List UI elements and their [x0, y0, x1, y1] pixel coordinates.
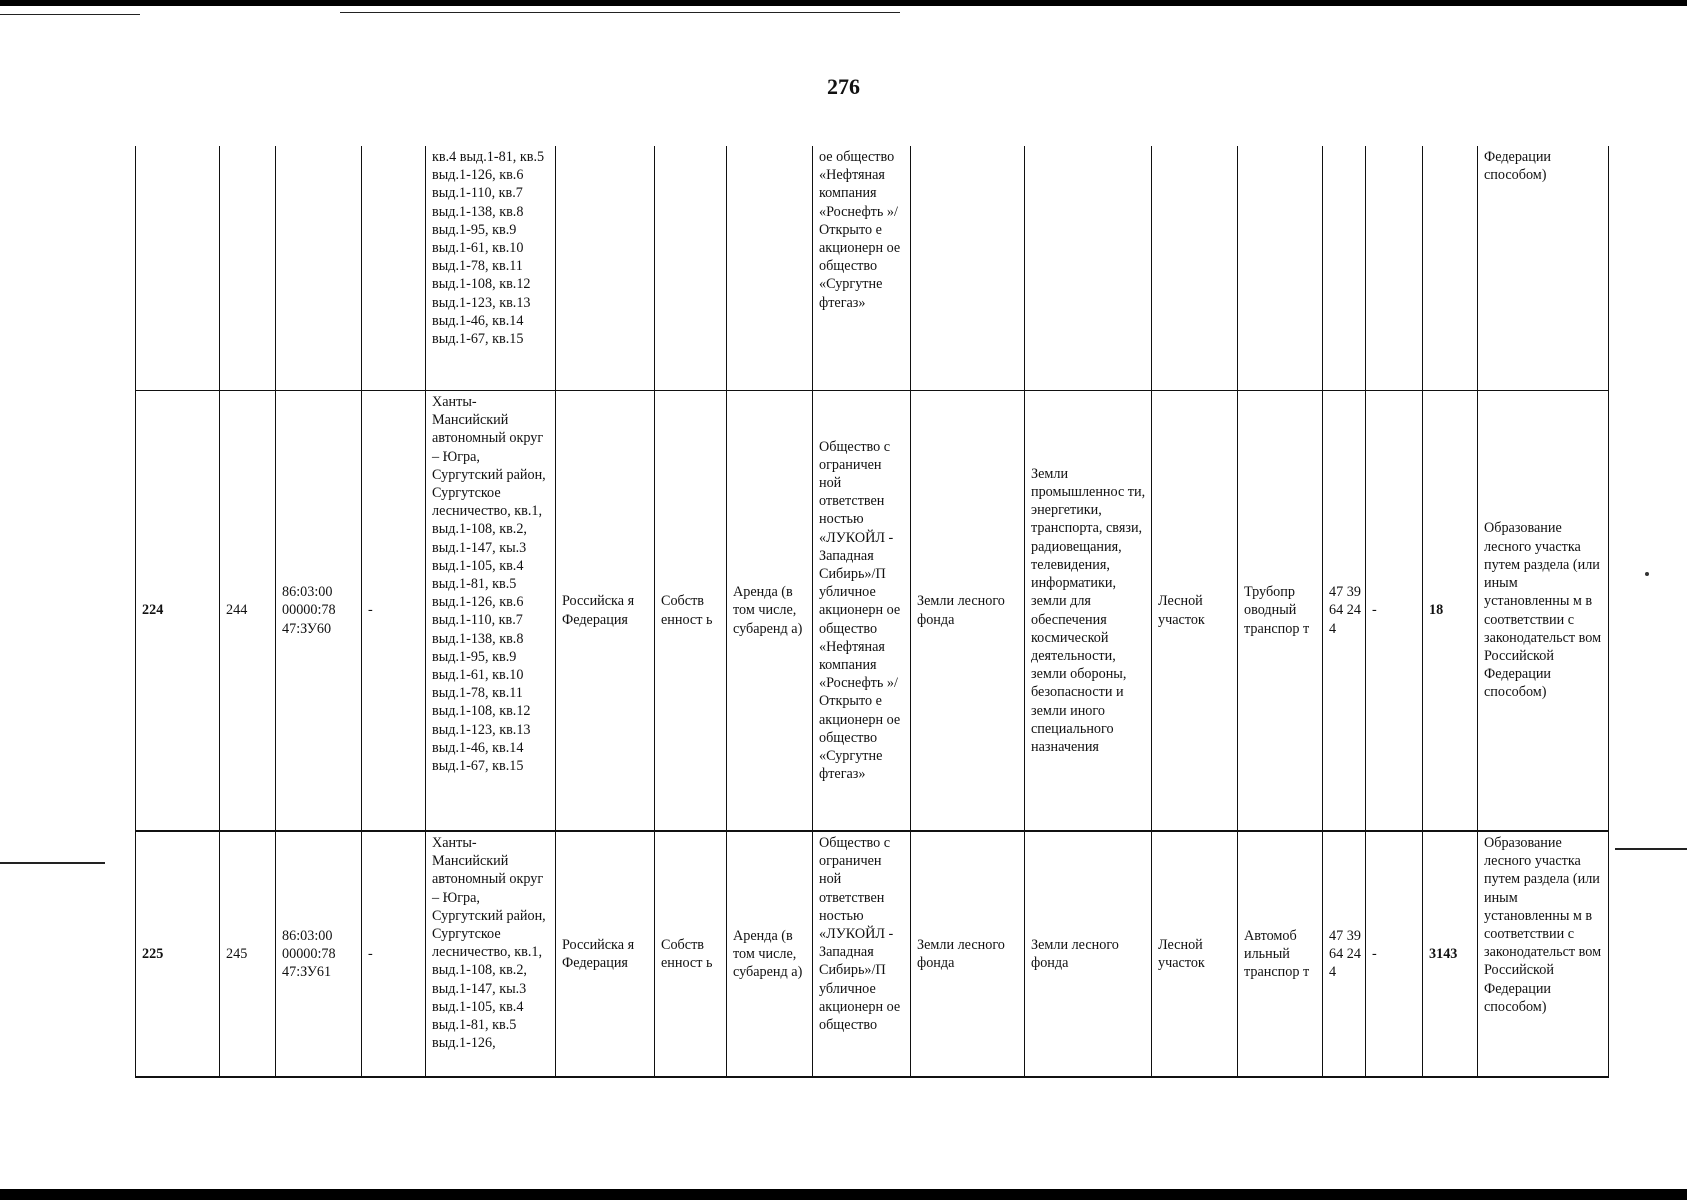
cell-activity: Автомоб ильный транспор т	[1238, 831, 1323, 1077]
cell-method: Федерации способом)	[1478, 146, 1609, 391]
table-row-224	[136, 391, 1609, 832]
cell-col15: -	[1366, 831, 1423, 1077]
cell-cadastral: 86:03:00 00000:78 47:ЗУ61	[276, 831, 362, 1077]
cell-dash: -	[362, 391, 426, 832]
cell-address: кв.4 выд.1-81, кв.5 выд.1-126, кв.6 выд.1-110, кв.7 выд.1-138, кв.8 выд.1-95, кв.9 выд.1-61, кв.10 выд.1-78, кв.11 выд.1-108, кв.12 выд.1-123, кв.13 выд.1-46, кв.14 выд.1-67, кв.15	[426, 146, 556, 391]
cell-right: Собств енност ь	[655, 831, 727, 1077]
cell-num2: 244	[220, 391, 276, 832]
cell-method: Образование лесного участка путем раздела (или иным установленны м в соответствии с законодательст вом Российской Федерации способом)	[1478, 391, 1609, 832]
cell-category: Земли лесного фонда	[911, 831, 1025, 1077]
cell-category: Земли лесного фонда	[911, 391, 1025, 832]
cell-user: ое общество «Нефтяная компания «Роснефть »/Открыто е акционерн ое общество «Сургутне фтегаз»	[813, 146, 911, 391]
cell-right	[655, 146, 727, 391]
table-row-continued	[136, 146, 1609, 391]
cell-num	[136, 146, 220, 391]
cell-area	[1423, 146, 1478, 391]
cell-activity	[1238, 146, 1323, 391]
cell-activity: Трубопр оводный транспор т	[1238, 391, 1323, 832]
cell-use	[727, 146, 813, 391]
scan-artifact-line	[0, 862, 105, 864]
cell-method: Образование лесного участка путем раздела (или иным установленны м в соответствии с законодательст вом Российской Федерации способом)	[1478, 831, 1609, 1077]
scan-top-edge	[0, 0, 1687, 6]
cell-category	[911, 146, 1025, 391]
scan-artifact-line	[1615, 848, 1687, 850]
cell-purpose	[1025, 146, 1152, 391]
cell-owner: Российска я Федерация	[556, 831, 655, 1077]
cell-area: 3143	[1423, 831, 1478, 1077]
cell-right: Собств енност ь	[655, 391, 727, 832]
cell-cadastral: 86:03:00 00000:78 47:ЗУ60	[276, 391, 362, 832]
cell-purpose: Земли лесного фонда	[1025, 831, 1152, 1077]
cell-col15: -	[1366, 391, 1423, 832]
scan-artifact-line	[340, 12, 900, 13]
cell-user: Общество с ограничен ной ответствен ностью «ЛУКОЙЛ - Западная Сибирь»/П убличное акционерн ое общество	[813, 831, 911, 1077]
cell-use: Аренда (в том числе, субаренд а)	[727, 831, 813, 1077]
cell-address: Ханты-Мансийский автономный округ – Югра, Сургутский район, Сургутское лесничество, кв.1, выд.1-108, кв.2, выд.1-147, кы.3 выд.1-105, кв.4 выд.1-81, кв.5 выд.1-126, кв.6 выд.1-110, кв.7 выд.1-138, кв.8 выд.1-95, кв.9 выд.1-61, кв.10 выд.1-78, кв.11 выд.1-108, кв.12 выд.1-123, кв.13 выд.1-46, кв.14 выд.1-67, кв.15	[426, 391, 556, 832]
cell-num2	[220, 146, 276, 391]
cell-address: Ханты-Мансийский автономный округ – Югра, Сургутский район, Сургутское лесничество, кв.1, выд.1-108, кв.2, выд.1-147, кы.3 выд.1-105, кв.4 выд.1-81, кв.5 выд.1-126,	[426, 831, 556, 1077]
cell-dash: -	[362, 831, 426, 1077]
cell-area: 18	[1423, 391, 1478, 832]
cell-num2: 245	[220, 831, 276, 1077]
register-table	[135, 146, 1609, 1078]
cell-type	[1152, 146, 1238, 391]
cell-purpose: Земли промышленнос ти, энергетики, транспорта, связи, радиовещания, телевидения, информатики, земли для обеспечения космической деятельности, земли обороны, безопасности и земли иного специального назначения	[1025, 391, 1152, 832]
cell-dash	[362, 146, 426, 391]
cell-user: Общество с ограничен ной ответствен ностью «ЛУКОЙЛ - Западная Сибирь»/П убличное акционерн ое общество «Нефтяная компания «Роснефть »/Открыто е акционерн ое общество «Сургутне фтегаз»	[813, 391, 911, 832]
cell-num: 224	[136, 391, 220, 832]
cell-col15	[1366, 146, 1423, 391]
cell-cadastral	[276, 146, 362, 391]
cell-type: Лесной участок	[1152, 831, 1238, 1077]
cell-num: 225	[136, 831, 220, 1077]
cell-code	[1323, 146, 1366, 391]
scan-bottom-edge	[0, 1189, 1687, 1200]
cell-owner	[556, 146, 655, 391]
page-number: 276	[827, 74, 860, 99]
scan-artifact-line	[0, 14, 140, 15]
cell-use: Аренда (в том числе, субаренд а)	[727, 391, 813, 832]
cell-code: 47 39 64 24 4	[1323, 391, 1366, 832]
cell-owner: Российска я Федерация	[556, 391, 655, 832]
cell-type: Лесной участок	[1152, 391, 1238, 832]
cell-code: 47 39 64 24 4	[1323, 831, 1366, 1077]
table-row-225	[136, 831, 1609, 1077]
scan-speck	[1645, 572, 1649, 576]
